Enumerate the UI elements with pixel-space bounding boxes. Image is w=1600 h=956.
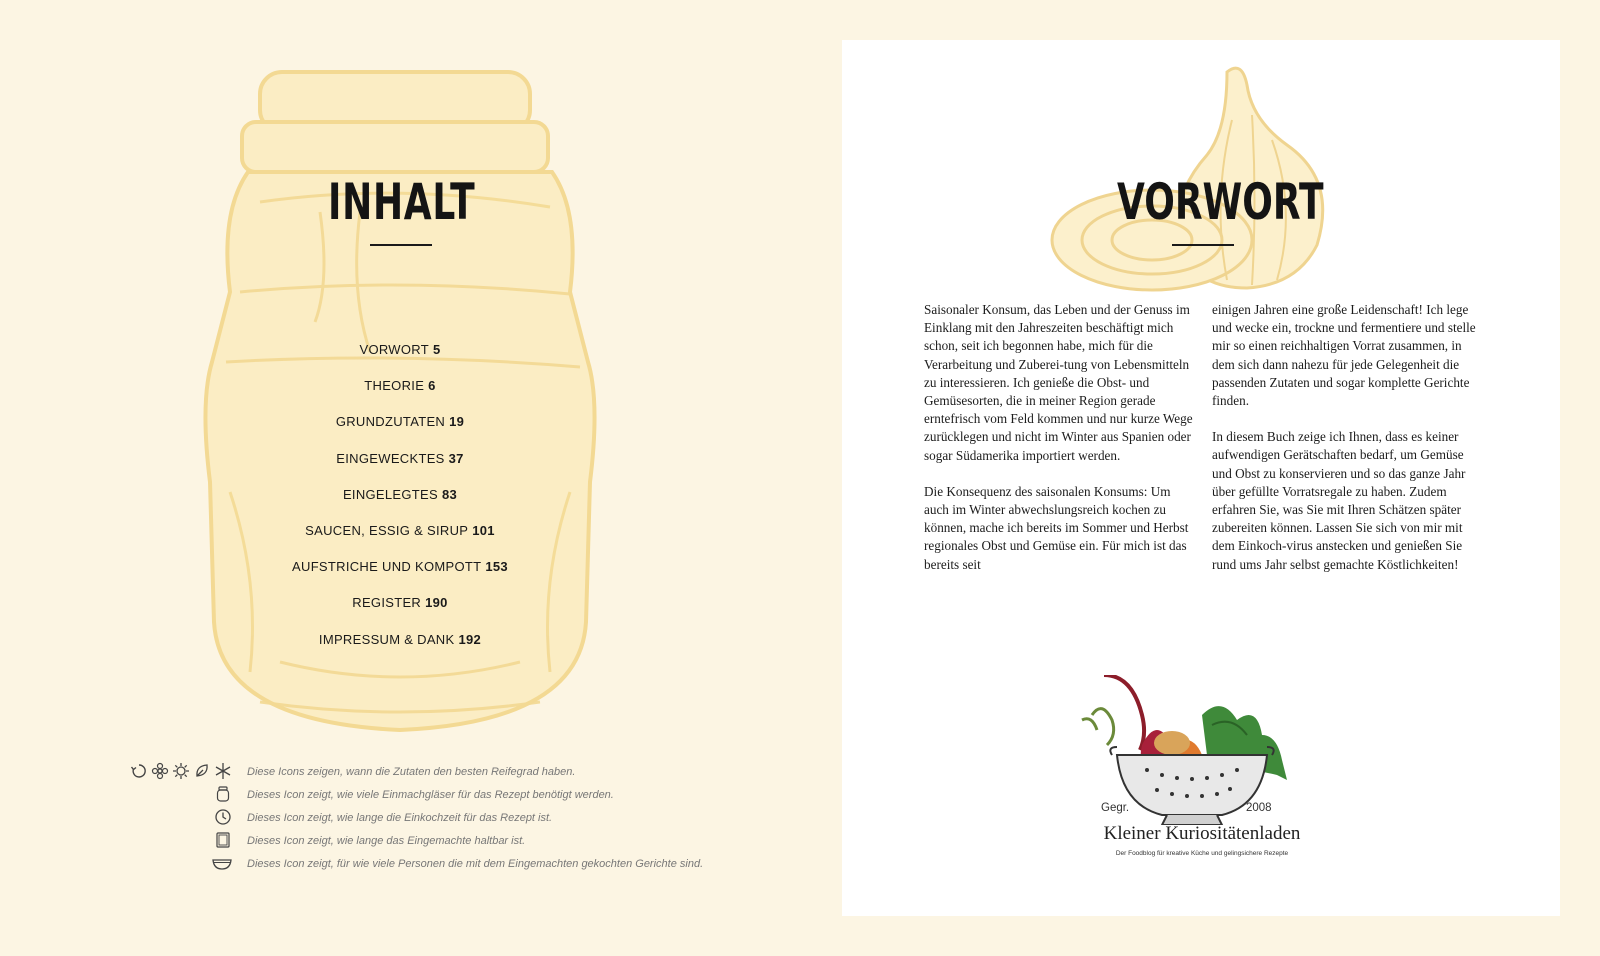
jar-icon — [214, 785, 232, 803]
toc-entry-page: 83 — [442, 486, 458, 502]
legend-text: Dieses Icon zeigt, wie lange die Einkochzeit für das Rezept ist. — [247, 812, 553, 824]
toc-entry[interactable] — [250, 557, 550, 593]
toc-entry[interactable] — [250, 593, 550, 629]
legend-text: Dieses Icon zeigt, wie lange das Eingemachte haltbar ist. — [247, 835, 526, 847]
legend-row-shelf-life — [110, 834, 810, 856]
toc-entry-page: 153 — [485, 559, 508, 575]
toc-entry-label: EINGELEGTES — [342, 486, 438, 502]
logo-name: Kleiner Kuriositätenladen — [1103, 823, 1301, 844]
foreword-paragraph: Die Konsequenz des saisonalen Konsums: Um auch im Winter abwechslungsreich kochen zu können, mache ich bereits im Sommer und Herbst regionales Obst und Gemüse ein. Für mich ist das bereits seit — [924, 483, 1189, 572]
calendar-icon — [214, 831, 232, 849]
legend-row-seasons — [110, 765, 810, 787]
foreword-column-1 — [924, 301, 1196, 592]
blog-logo — [1072, 675, 1332, 905]
toc-entry-page: 101 — [472, 522, 495, 538]
toc-entry-label: THEORIE — [364, 378, 425, 394]
foreword-column-2 — [1212, 301, 1484, 592]
clock-icon — [214, 808, 232, 826]
flower-icon — [151, 762, 169, 780]
toc-entry-page: 6 — [428, 378, 436, 394]
toc-entry-label: SAUCEN, ESSIG & SIRUP — [305, 522, 469, 538]
toc-title: INHALT — [328, 173, 476, 231]
snowflake-icon — [214, 762, 232, 780]
legend-row-servings — [110, 857, 810, 879]
logo-tagline: Der Foodblog für kreative Küche und gelingsichere Rezepte — [1115, 850, 1289, 857]
bowl-icon — [212, 854, 232, 872]
toc-entry-label: EINGEWECKTES — [336, 450, 445, 466]
leaf-icon — [193, 762, 211, 780]
foreword-paragraph: einigen Jahren eine große Leidenschaft! Ich lege und wecke ein, trockne und fermentiere und stelle mir so einen reichhaltigen Vorrat zusammen, in dem sich dann nahezu für jede Gelegenheit die passenden Zutaten und sogar komplette Gerichte finden. — [1212, 302, 1476, 409]
toc-entry-page: 37 — [448, 450, 464, 466]
toc-entry[interactable] — [250, 376, 550, 412]
legend-row-clock — [110, 811, 810, 833]
toc-entry[interactable] — [250, 485, 550, 521]
foreword-paragraph: In diesem Buch zeige ich Ihnen, dass es keiner aufwendigen Gerätschaften bedarf, um Gemüse und Obst zu konservieren und so das ganze Jahr über gefüllte Vorratsregale zu haben. Zudem erfahren Sie, was Sie mit Ihren Schätzen später zubereiten können. Lassen Sie sich von mir mit dem Einkoch-virus anstecken und genießen Sie rund ums Jahr selbst gemachte Köstlichkeiten! — [1212, 429, 1466, 572]
logo-founded-year: 2008 — [1246, 802, 1272, 814]
sun-icon — [172, 762, 190, 780]
toc-entry[interactable] — [250, 630, 550, 666]
toc-entry-page: 190 — [425, 595, 448, 611]
season-icons — [130, 762, 232, 780]
toc-entry-label: IMPRESSUM & DANK — [318, 631, 455, 647]
toc-list — [250, 340, 550, 666]
foreword-title-rule — [1172, 244, 1234, 246]
legend-row-jar — [110, 788, 810, 810]
toc-entry-page: 192 — [458, 631, 482, 647]
toc-entry-label: GRUNDZUTATEN — [335, 414, 446, 430]
right-page — [842, 40, 1560, 916]
legend-text: Dieses Icon zeigt, wie viele Einmachgläser für das Rezept benötigt werden. — [247, 789, 614, 801]
toc-entry[interactable] — [250, 412, 550, 448]
toc-entry-page: 19 — [449, 414, 465, 430]
toc-title-rule — [370, 244, 432, 246]
legend-text: Dieses Icon zeigt, für wie viele Personen die mit dem Eingemachten gekochten Gerichte sind. — [247, 858, 704, 870]
toc-entry[interactable] — [250, 340, 550, 376]
toc-entry-label: VORWORT — [359, 342, 429, 357]
spring-icon — [130, 762, 148, 780]
toc-entry-label: REGISTER — [352, 595, 422, 611]
logo-founded-label: Gegr. — [1101, 802, 1130, 814]
toc-entry-label: AUFSTRICHE UND KOMPOTT — [292, 559, 482, 575]
toc-entry[interactable] — [250, 521, 550, 557]
toc-entry-page: 5 — [432, 342, 441, 357]
foreword-title: VORWORT — [1117, 173, 1324, 231]
foreword-paragraph: Saisonaler Konsum, das Leben und der Genuss im Einklang mit den Jahreszeiten beschäftigt mich schon, seit ich begonnen habe, mich für die Verarbeitung und Zuberei-tung von Lebensmitteln zu interessieren. Ich genieße die Obst- und Gemüsesorten, die in meiner Region gerade erntefrisch vom Feld kommen und nur kurze Wege zurücklegen und nicht im Winter aus Spanien oder sogar Südamerika importiert werden. — [924, 302, 1193, 463]
toc-entry[interactable] — [250, 449, 550, 485]
legend-text: Diese Icons zeigen, wann die Zutaten den besten Reifegrad haben. — [247, 766, 576, 778]
